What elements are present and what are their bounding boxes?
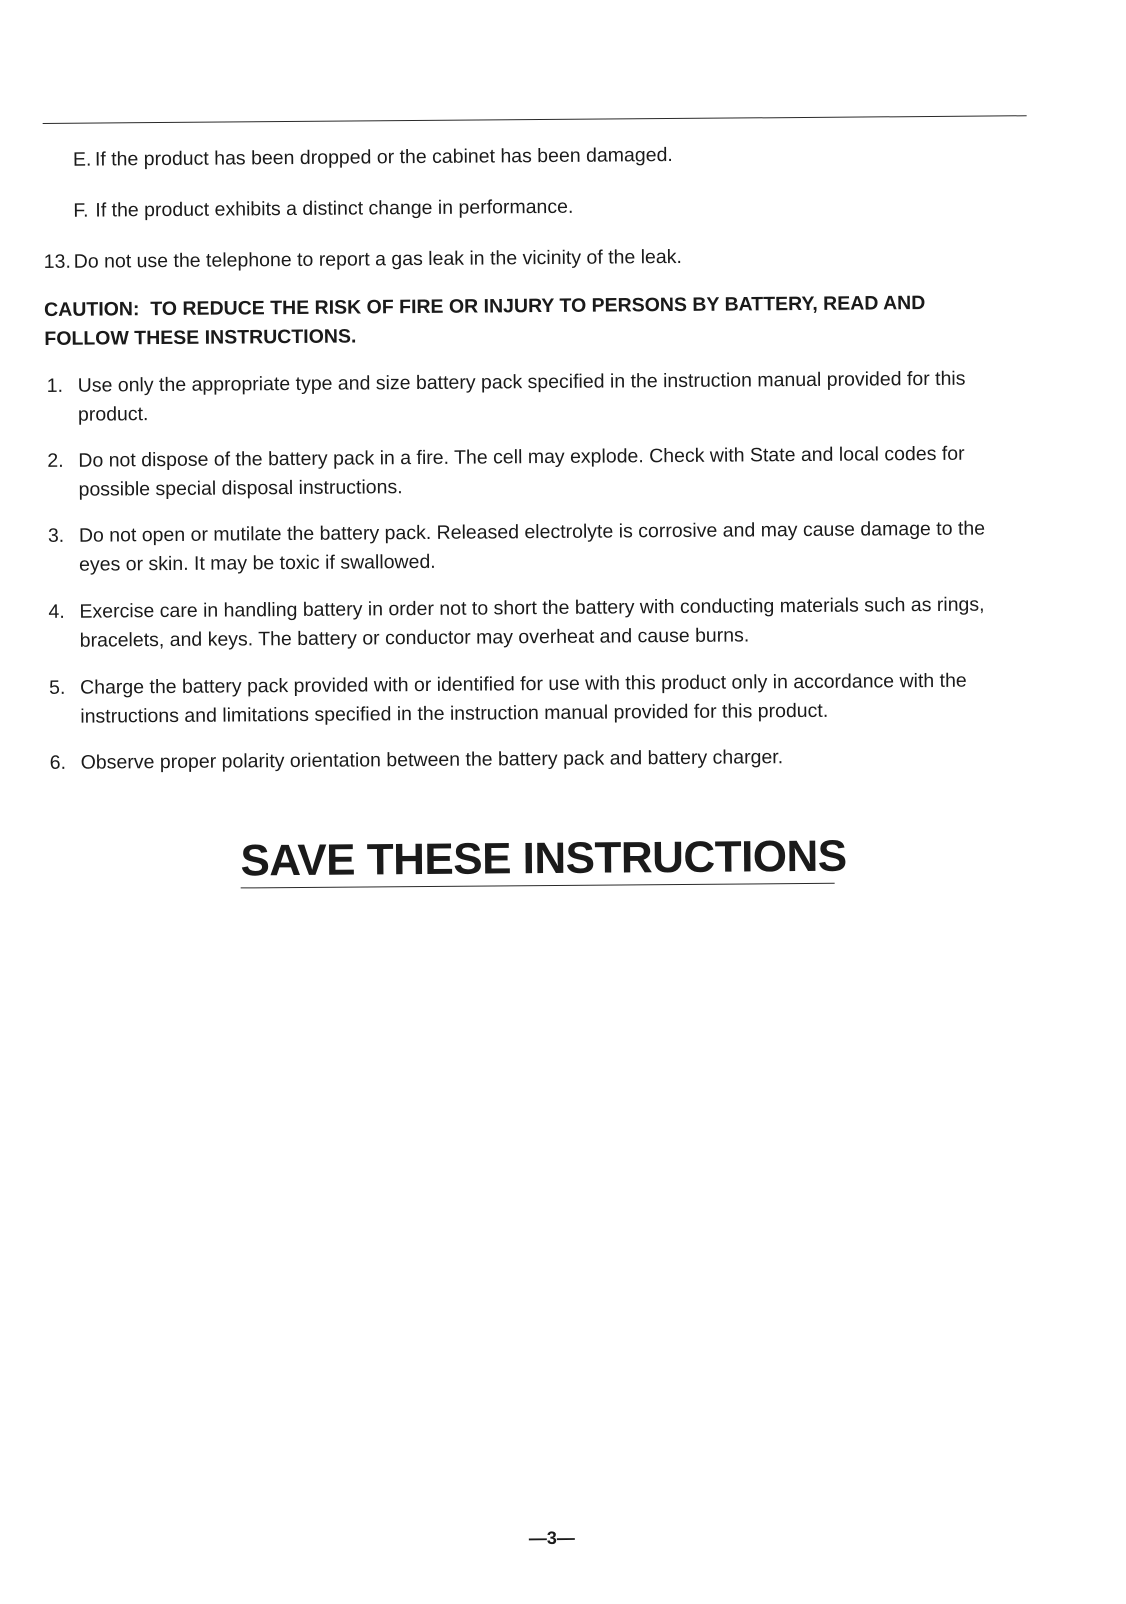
item-text: If the product exhibits a distinct change in performance. [95,195,574,222]
save-instructions-heading: SAVE THESE INSTRUCTIONS [240,831,847,886]
item-text: Observe proper polarity orientation between the battery pack and battery charger. [80,746,784,774]
item-text: Use only the appropriate type and size battery pack specified in the instruction manual provided for this product. [77,367,966,426]
caution-line-2: FOLLOW THESE INSTRUCTIONS. [44,325,357,350]
item-label: E. [72,148,92,171]
item-label: 2. [47,449,64,472]
page-number: —3— [528,1527,575,1549]
item-text: Exercise care in handling battery in order not to short the battery with conducting materials such as rings, bracelets, and keys. The battery or conductor may overheat and cause burns. [79,593,985,652]
item-label: 13. [43,250,71,273]
item-text: If the product has been dropped or the cabinet has been damaged. [94,144,673,171]
caution-line-1: CAUTION: TO REDUCE THE RISK OF FIRE OR INJURY TO PERSONS BY BATTERY, READ AND [44,292,926,321]
caution-heading [44,288,1034,354]
item-label: 1. [46,374,64,397]
item-label: 5. [49,676,66,699]
top-rule [43,115,1027,124]
item-label: 6. [49,751,67,774]
item-text: Charge the battery pack provided with or identified for use with this product only in accordance with the instructions and limitations specified in the instruction manual provided for this product. [80,669,967,728]
item-label: 3. [47,524,65,547]
item-label: 4. [48,600,65,623]
item-text: Do not open or mutilate the battery pack. Released electrolyte is corrosive and may cause damage to the eyes or skin. It may be toxic if swallowed. [78,517,986,576]
item-text: Do not dispose of the battery pack in a fire. The cell may explode. Check with State and local codes for possible special disposal instructions. [78,442,965,501]
item-text: Do not use the telephone to report a gas leak in the vicinity of the leak. [73,245,682,273]
item-label: F. [73,199,89,222]
